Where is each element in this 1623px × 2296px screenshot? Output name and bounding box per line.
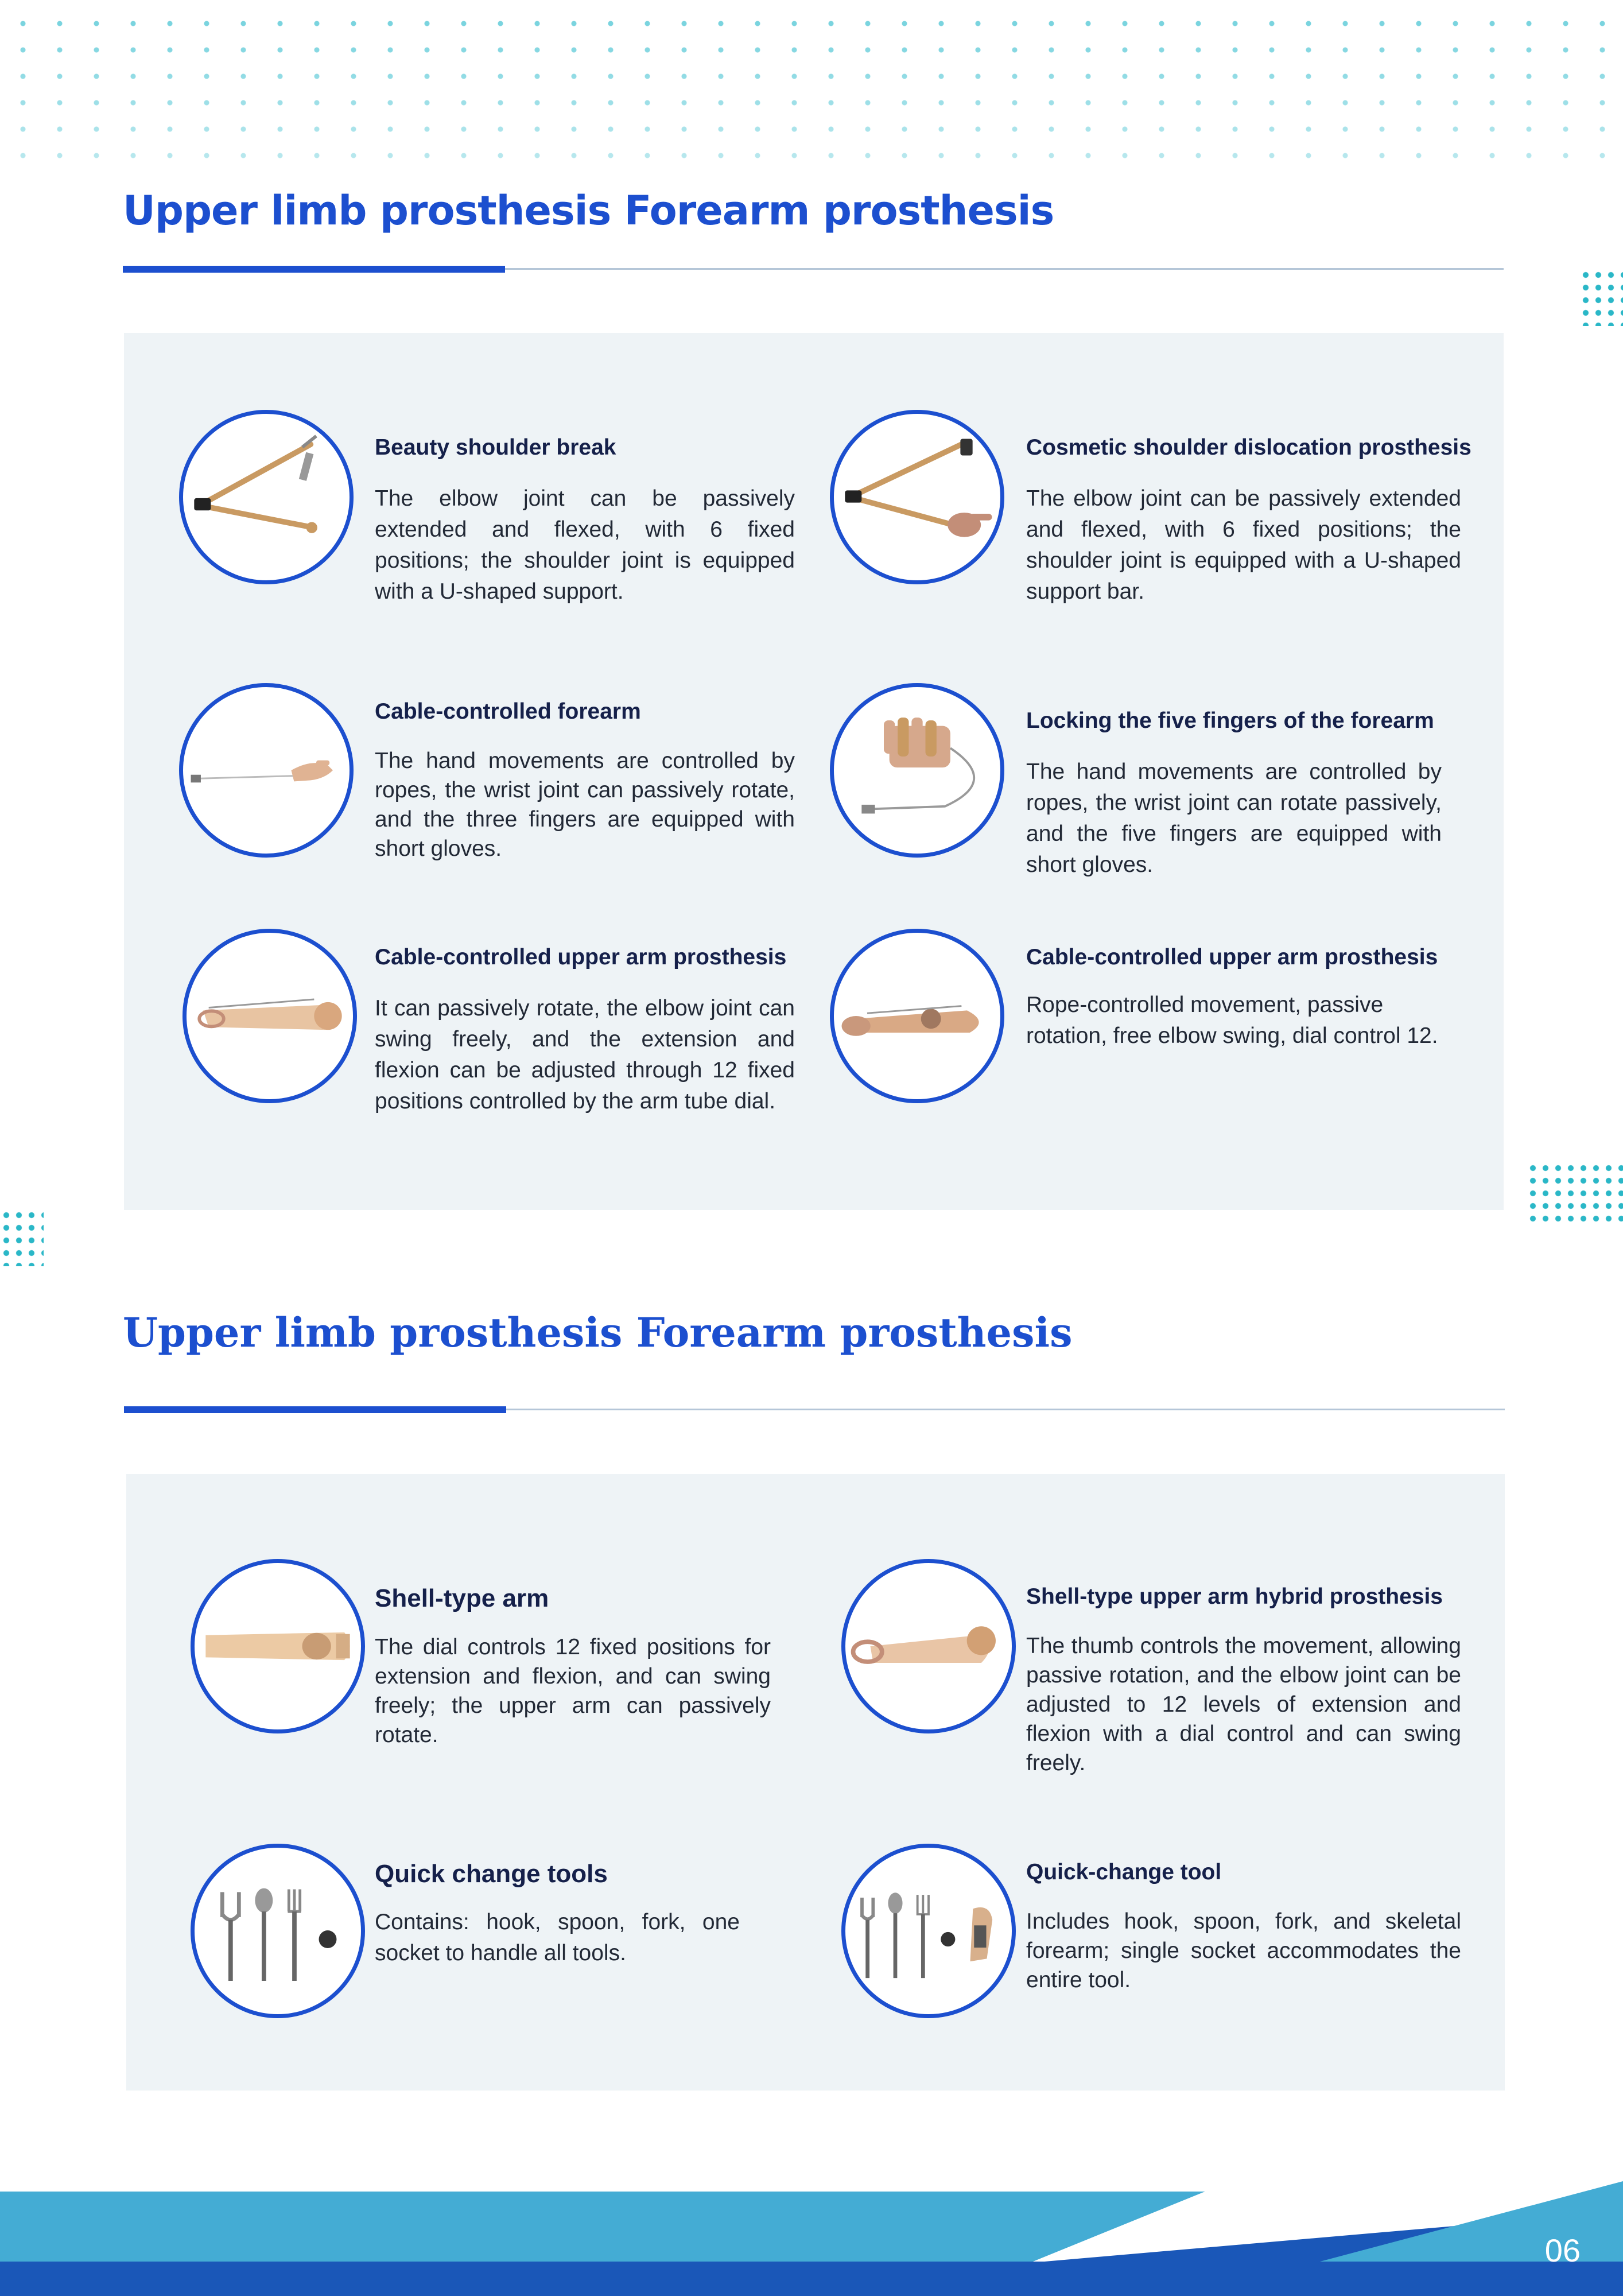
hybrid-arm-image — [841, 1559, 1016, 1733]
right-dot-pattern — [1579, 269, 1623, 326]
upper-arm-cable-icon — [187, 933, 353, 1099]
card-description: The hand movements are controlled by ropes, the wrist joint can passively rotate, and the three fingers are equipped with short gloves. — [375, 748, 795, 861]
card-description: It can passively rotate, the elbow joint can swing freely, and the extension and flexion can be adjusted through 12 fixed positions controlled by the arm tube dial. — [375, 996, 795, 1114]
card-title: Cable-controlled upper arm prosthesis — [375, 945, 787, 969]
shoulder-splint-hand-image — [830, 410, 1004, 584]
hybrid-arm-icon — [845, 1563, 1012, 1729]
section-2-title: Upper limb prosthesis Forearm prosthesis — [123, 1309, 1073, 1356]
card-description: The elbow joint can be passively extended and flexed, with 6 fixed positions; the shoulder joint is equipped with a U-shaped support. — [375, 486, 795, 604]
top-dot-pattern — [0, 0, 1623, 172]
card-title: Quick change tools — [375, 1860, 608, 1888]
left-dot-pattern — [0, 1209, 44, 1266]
card-title: Beauty shoulder break — [375, 435, 616, 460]
utensil-tools-image — [191, 1844, 365, 2018]
upper-arm-hand-icon — [834, 933, 1000, 1099]
section-1-divider-accent — [123, 266, 505, 273]
footer-band — [0, 2181, 1623, 2296]
card-title: Locking the five fingers of the forearm — [1026, 708, 1434, 733]
card-title: Cable-controlled forearm — [375, 699, 641, 724]
card-title: Cosmetic shoulder dislocation prosthesis — [1026, 435, 1471, 460]
five-finger-hand-image — [830, 683, 1004, 858]
footer-shapes — [0, 2181, 1623, 2296]
shoulder-splint-icon — [183, 414, 350, 580]
shell-arm-image — [191, 1559, 365, 1733]
card-description: The hand movements are controlled by ropes, the wrist joint can rotate passively, and the five fingers are equipped with short gloves. — [1026, 759, 1442, 877]
utensil-tools-forearm-image — [841, 1844, 1016, 2018]
card-title: Shell-type upper arm hybrid prosthesis — [1026, 1584, 1443, 1609]
upper-arm-hand-image — [830, 929, 1004, 1103]
shell-arm-icon — [195, 1563, 361, 1729]
card-description: The dial controls 12 fixed positions for extension and flexion, and can swing freely; the upper arm can passively rotate. — [375, 1635, 771, 1747]
card-description: The elbow joint can be passively extended and flexed, with 6 fixed positions; the shoulder joint is equipped with a U-shaped support bar. — [1026, 486, 1461, 604]
cable-hand-image — [179, 683, 354, 858]
card-description: Includes hook, spoon, fork, and skeletal forearm; single socket accommodates the entire tool. — [1026, 1909, 1461, 1992]
section-1-title: Upper limb prosthesis Forearm prosthesis — [123, 187, 1054, 234]
card-description: The thumb controls the movement, allowing passive rotation, and the elbow joint can be adjusted to 12 levels of extension and flexion with a dial control and can swing freely. — [1026, 1634, 1461, 1775]
card-description: Rope-controlled movement, passive rotation, free elbow swing, dial control 12. — [1026, 992, 1438, 1048]
right-dot-pattern-lower — [1527, 1162, 1623, 1223]
page-number: 06 — [1544, 2232, 1581, 2268]
utensil-tools-forearm-icon — [845, 1848, 1012, 2014]
card-description: Contains: hook, spoon, fork, one socket to handle all tools. — [375, 1910, 740, 1965]
card-title: Shell-type arm — [375, 1584, 549, 1612]
shoulder-splint-hand-icon — [834, 414, 1000, 580]
utensil-tools-icon — [195, 1848, 361, 2014]
card-title: Cable-controlled upper arm prosthesis — [1026, 945, 1438, 969]
cable-hand-icon — [183, 687, 350, 854]
card-title: Quick-change tool — [1026, 1860, 1222, 1884]
five-finger-hand-icon — [834, 687, 1000, 854]
upper-arm-cable-image — [183, 929, 357, 1103]
shoulder-splint-image — [179, 410, 354, 584]
section-2-divider-accent — [124, 1406, 506, 1413]
